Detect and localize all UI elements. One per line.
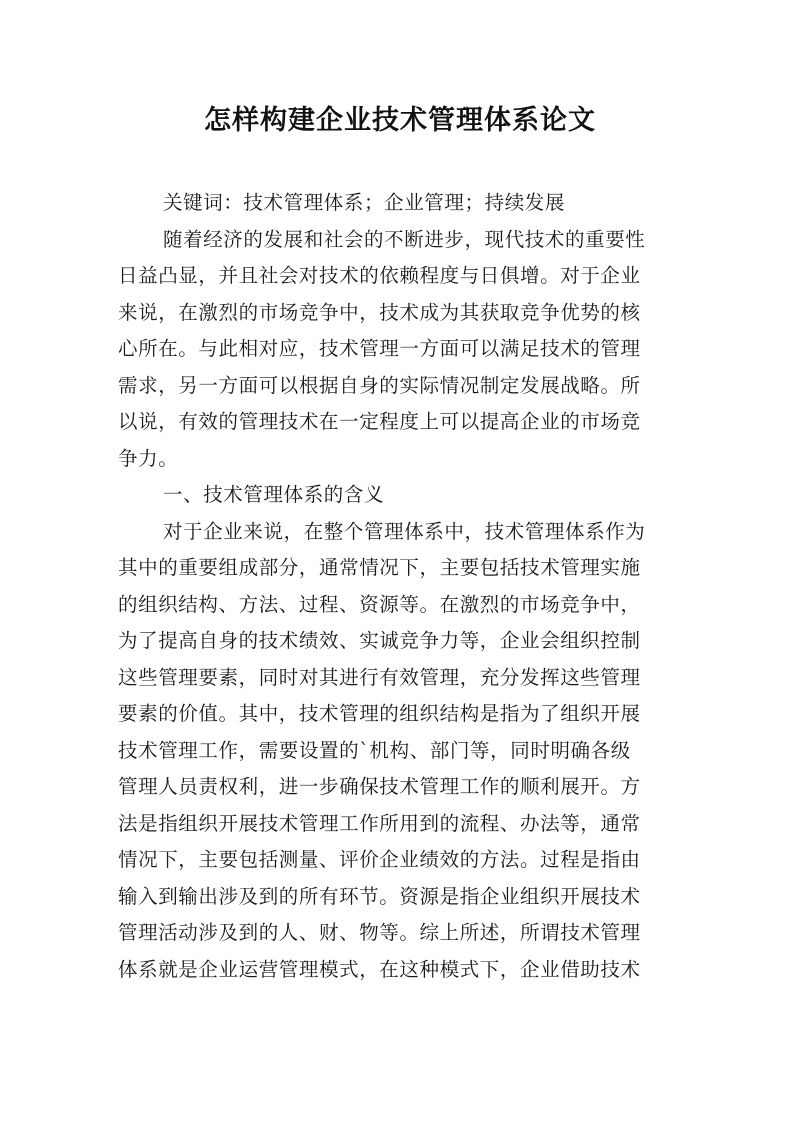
text-line: 需求，另一方面可以根据自身的实际情况制定发展战略。所 <box>118 373 641 397</box>
text-line: 技术管理工作，需要设置的`机构、部门等，同时明确各级 <box>118 738 631 762</box>
text-line: 心所在。与此相对应，技术管理一方面可以满足技术的管理 <box>118 337 641 360</box>
text-line: 关键词：技术管理体系；企业管理；持续发展 <box>163 191 566 214</box>
text-line: 对于企业来说，在整个管理体系中，技术管理体系作为 <box>163 519 646 543</box>
text-line: 要素的价值。其中，技术管理的组织结构是指为了组织开展 <box>118 702 641 725</box>
text-line: 日益凸显，并且社会对技术的依赖程度与日俱增。对于企业 <box>118 264 641 287</box>
document-title: 怎样构建企业技术管理体系论文 <box>204 105 596 136</box>
text-line: 来说，在激烈的市场竞争中，技术成为其获取竞争优势的核 <box>118 300 641 324</box>
text-line: 体系就是企业运营管理模式，在这种模式下，企业借助技术 <box>118 957 641 981</box>
text-line: 法是指组织开展技术管理工作所用到的流程、办法等，通常 <box>118 811 641 835</box>
document-body <box>118 185 684 988</box>
text-line: 随着经济的发展和社会的不断进步，现代技术的重要性 <box>163 227 646 251</box>
text-line: 情况下，主要包括测量、评价企业绩效的方法。过程是指由 <box>118 848 641 871</box>
text-line: 的组织结构、方法、过程、资源等。在激烈的市场竞争中， <box>118 592 641 616</box>
text-line: 一、技术管理体系的含义 <box>163 483 385 506</box>
text-line: 输入到输出涉及到的所有环节。资源是指企业组织开展技术 <box>118 884 641 908</box>
text-line: 为了提高自身的技术绩效、实诚竞争力等，企业会组织控制 <box>118 629 641 652</box>
text-line: 管理人员责权利，进一步确保技术管理工作的顺利展开。方 <box>118 775 641 798</box>
text-line: 争力。 <box>118 446 179 470</box>
text-line: 这些管理要素，同时对其进行有效管理，充分发挥这些管理 <box>118 665 641 689</box>
text-line: 管理活动涉及到的人、财、物等。综上所述，所谓技术管理 <box>118 921 641 944</box>
text-line: 以说，有效的管理技术在一定程度上可以提高企业的市场竞 <box>118 410 641 433</box>
text-line: 其中的重要组成部分，通常情况下，主要包括技术管理实施 <box>118 556 641 579</box>
